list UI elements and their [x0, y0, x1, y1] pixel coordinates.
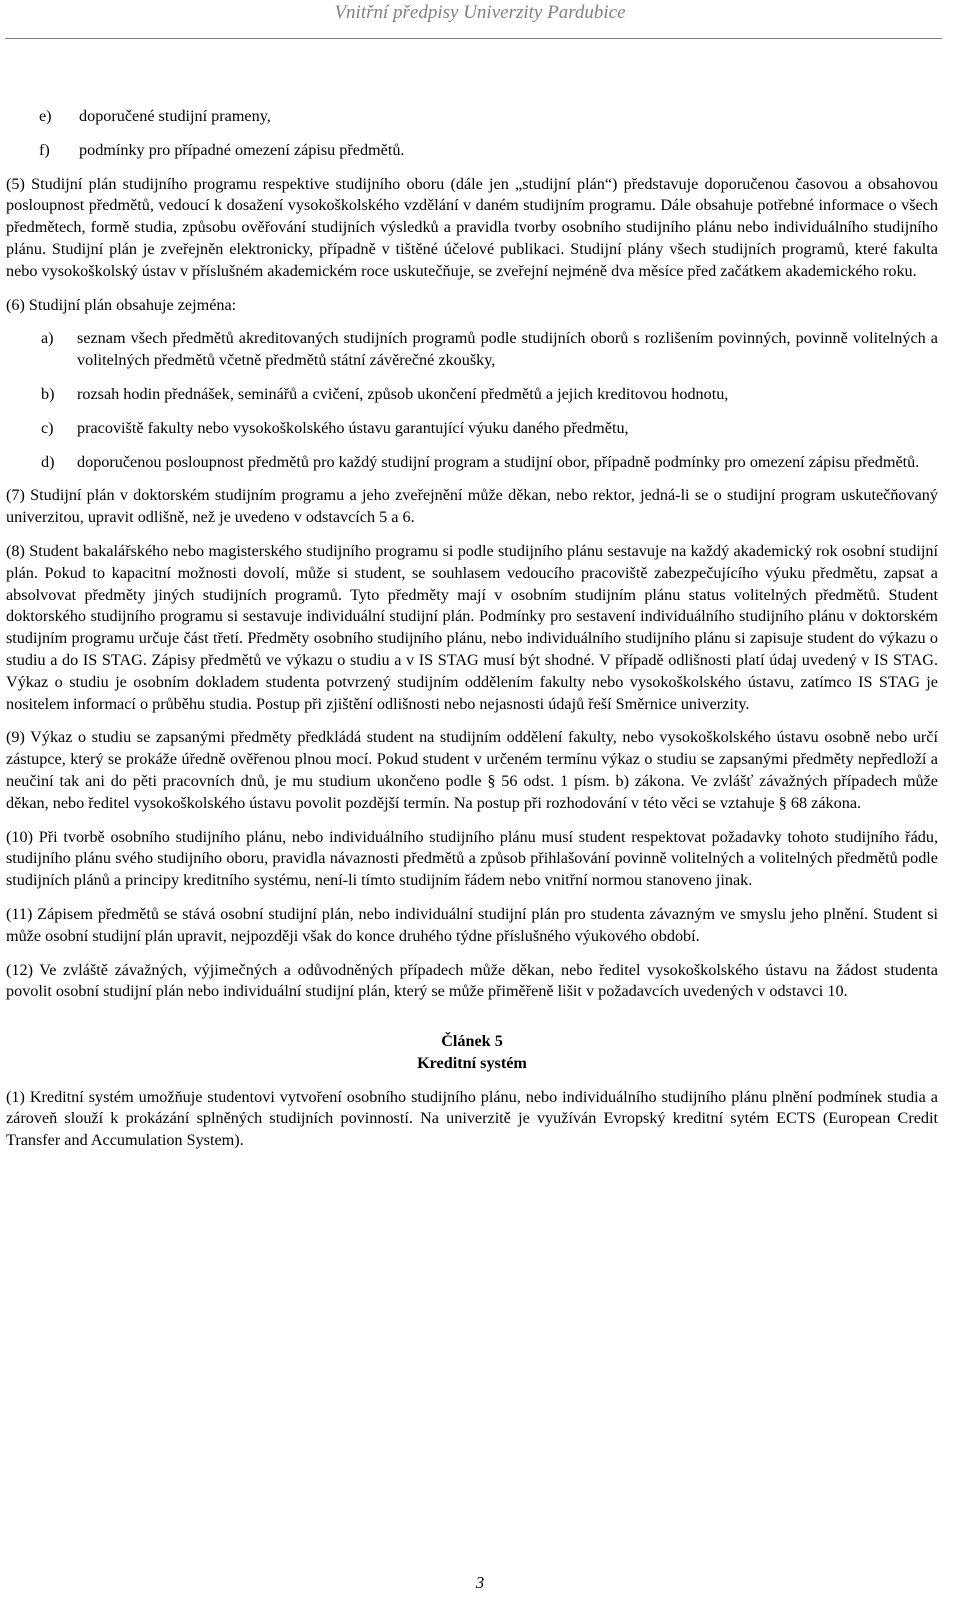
list-text: doporučenou posloupnost předmětů pro každý studijní program a studijní obor, případně podmínky pro omezení zápisu předmětů.	[77, 452, 920, 471]
list-text: podmínky pro případné omezení zápisu předmětů.	[79, 140, 405, 159]
paragraph-5: (5) Studijní plán studijního programu respektive studijního oboru (dále jen „studijní plán“) představuje doporučenou časovou a obsahovou posloupnost předmětů, vedoucí k dosažení vysokoškolského vzdělání v daném studijním programu. Dále obsahuje potřebné informace o všech předmětech, formě studia, způsobu ověřování studijních výsledků a pravidla tvorby osobního studijního plánu nebo individuálního studijního plánu. Studijní plán je zveřejněn elektronicky, případně v tištěné účelové publikaci. Studijní plány všech studijních programů, které fakulta nebo vysokoškolský ústav v příslušném akademickém roce uskutečňuje, se zveřejní nejméně dva měsíce před začátkem akademického roku.	[6, 174, 938, 280]
list-letter: c)	[41, 418, 54, 437]
list-letter: f)	[39, 140, 50, 159]
paragraph-8: (8) Student bakalářského nebo magisterského studijního programu si podle studijního plánu sestavuje na každý akademický rok osobní studijní plán. Pokud to kapacitní možnosti dovolí, může si student, se souhlasem vedoucího pracoviště zabezpečujícího výuku předmětu, zapsat a absolvovat předměty jiných studijních programů. Tyto předměty mají v osobním studijním plánu status volitelných předmětů. Student doktorského studijního programu si sestavuje individuální studijní plán. Podmínky pro sestavení individuálního studijního plánu v doktorském studijním programu určuje část třetí. Předměty osobního studijního plánu, nebo individuálního studijního plánu si zapisuje student do výkazu o studiu a do IS STAG. Zápisy předmětů ve výkazu o studiu a v IS STAG musí být shodné. V případě odlišnosti platí údaj uvedený v IS STAG. Výkaz o studiu je osobním dokladem studenta potvrzený studijním oddělením fakulty nebo vysokoškolského ústavu, zatímco IS STAG je nositelem informací o průběhu studia. Postup při zjištění odlišnosti nebo nejasnosti údajů řeší Směrnice univerzity.	[6, 541, 938, 713]
page-header-title: Vnitřní předpisy Univerzity Pardubice	[334, 2, 626, 23]
list-item	[6, 452, 938, 474]
list-item	[6, 106, 938, 128]
page-number: 3	[475, 1573, 485, 1592]
section-number: Článek 5	[441, 1032, 503, 1051]
list-letter: a)	[41, 329, 54, 348]
list-letter: b)	[41, 384, 55, 403]
intro-list	[6, 106, 938, 162]
paragraph-12: (12) Ve zvláště závažných, výjimečných a odůvodněných případech může děkan, nebo ředitel vysokoškolského ústavu na žádost studenta povolit osobní studijní plán nebo individuální studijní plán, který se může přiměřeně lišit v požadavcích uvedených v odstavci 10.	[6, 960, 938, 1001]
section-paragraph-1: (1) Kreditní systém umožňuje studentovi vytvoření osobního studijního plánu, nebo individuálního studijního plánu plnění podmínek studia a zároveň slouží k prokázání splněných studijních povinností. Na univerzitě je využíván Evropský kreditní sytém ECTS (European Credit Transfer and Accumulation System).	[6, 1087, 938, 1150]
list-text: seznam všech předmětů akreditovaných studijních programů podle studijních oborů s rozlišením povinných, povinně volitelných a volitelných předmětů včetně předmětů státní závěrečné zkoušky,	[77, 329, 938, 370]
paragraph-9: (9) Výkaz o studiu se zapsanými předměty předkládá student na studijním oddělení fakulty, nebo vysokoškolského ústavu osobně nebo určí zástupce, který se prokáže úředně ověřenou plnou mocí. Pokud student v určeném termínu výkaz o studiu se zapsanými předměty nepředloží a neučiní tak ani do pěti pracovních dnů, je mu studium ukončeno podle § 56 odst. 1 písm. b) zákona. Ve zvlášť závažných případech může děkan, nebo ředitel vysokoškolského ústavu povolit pozdější termín. Na postup při rozhodování v této věci se vztahuje § 68 zákona.	[6, 728, 938, 812]
list-item	[6, 418, 938, 440]
section-title: Kreditní systém	[417, 1053, 527, 1072]
list-item	[6, 384, 938, 406]
paragraph-10: (10) Při tvorbě osobního studijního plánu, nebo individuálního studijního plánu musí student respektovat požadavky tohoto studijního řádu, studijního plánu svého studijního oboru, pravidla návaznosti předmětů a způsob přihlašování povinně volitelných a volitelných předmětů podle studijních plánů a principy kreditního systému, není-li tímto studijním řádem nebo vnitřní normou stanoveno jinak.	[6, 827, 938, 890]
list-text: rozsah hodin přednášek, seminářů a cvičení, způsob ukončení předmětů a jejich kreditovou hodnotu,	[77, 384, 729, 403]
list-letter: d)	[41, 452, 55, 471]
list-item	[6, 140, 938, 162]
paragraph-6-list	[6, 328, 938, 473]
paragraph-7: (7) Studijní plán v doktorském studijním programu a jeho zveřejnění může děkan, nebo rektor, jedná-li se o studijní program uskutečňovaný univerzitou, upravit odlišně, než je uvedeno v odstavcích 5 a 6.	[6, 486, 938, 527]
list-text: pracoviště fakulty nebo vysokoškolského ústavu garantující výuku daného předmětu,	[77, 418, 629, 437]
document-body	[6, 106, 938, 1164]
list-item	[6, 328, 938, 372]
list-text: doporučené studijní prameny,	[79, 107, 271, 125]
section-heading	[6, 1031, 938, 1075]
list-letter: e)	[39, 107, 52, 125]
header-divider	[5, 38, 942, 39]
paragraph-11: (11) Zápisem předmětů se stává osobní studijní plán, nebo individuální studijní plán pro studenta závazným ve smyslu jeho plnění. Student si může osobní studijní plán upravit, nejpozději však do konce druhého týdne příslušného výukového období.	[6, 904, 938, 945]
paragraph-6-intro: (6) Studijní plán obsahuje zejména:	[6, 295, 237, 314]
